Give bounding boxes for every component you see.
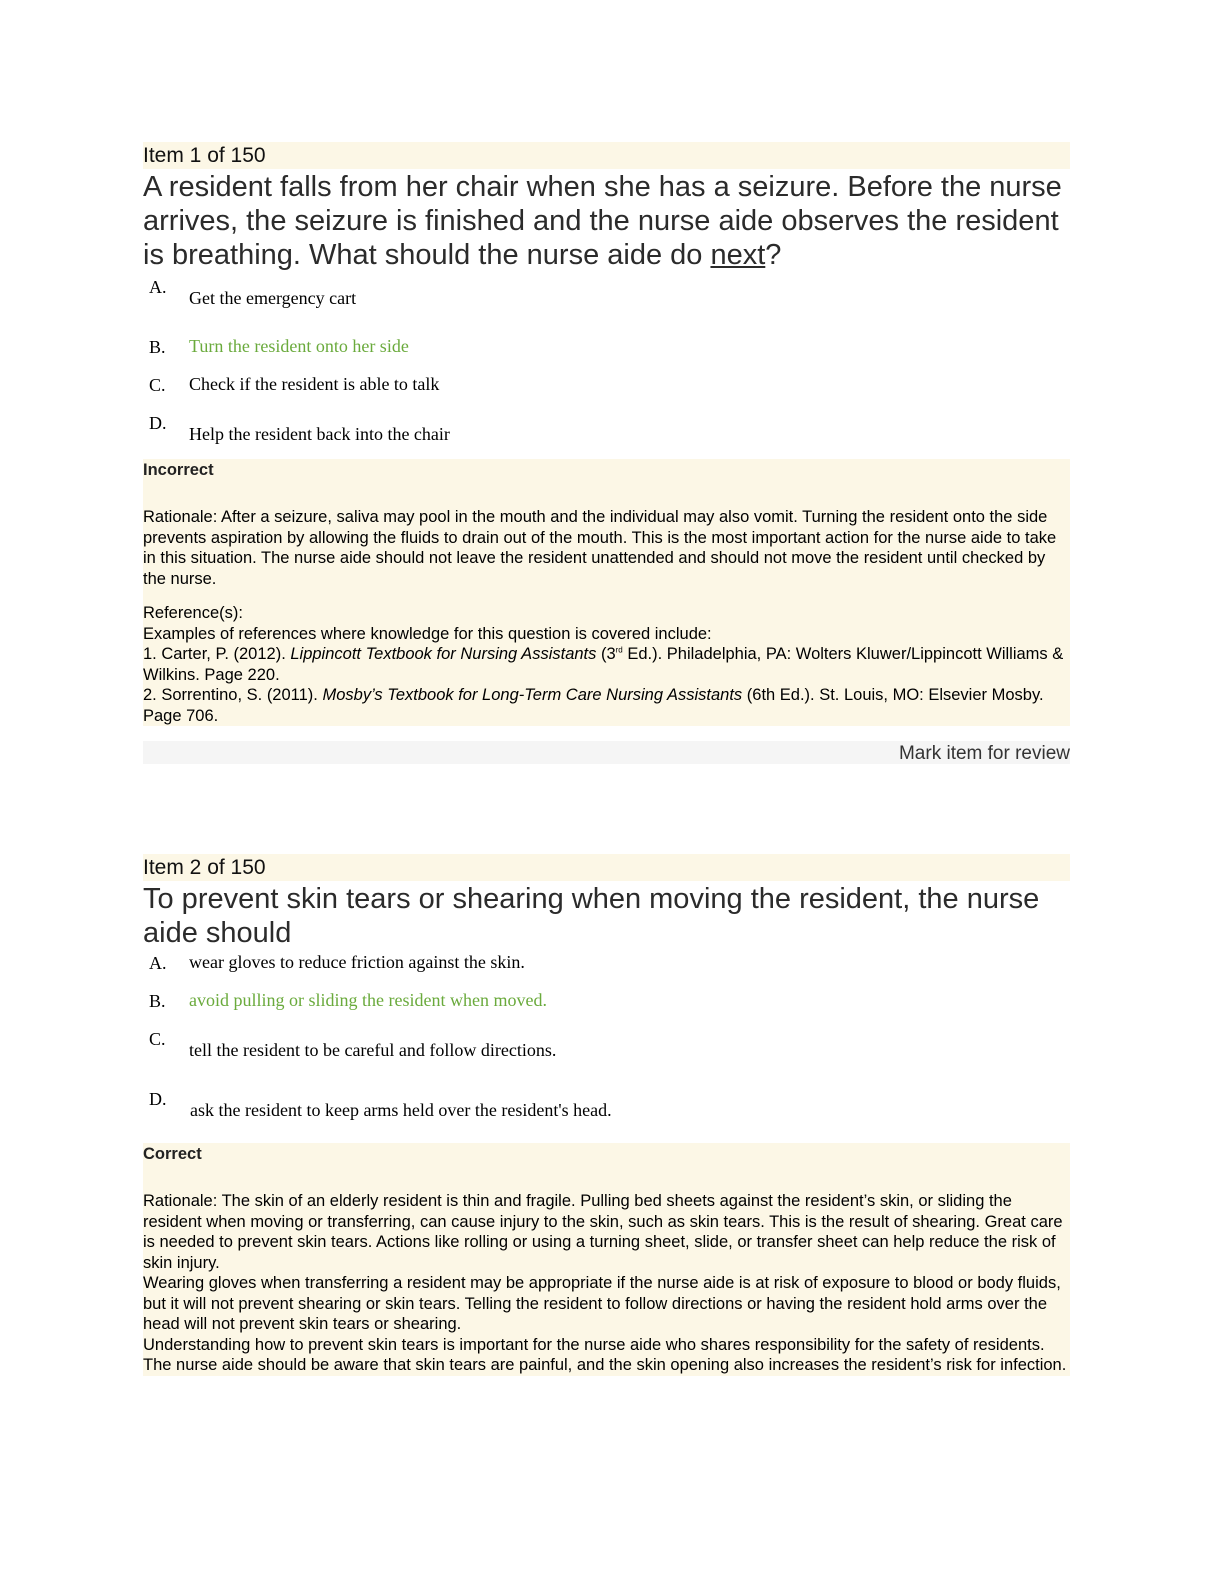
reference-1-title: Lippincott Textbook for Nursing Assistants [290, 645, 597, 663]
rationale-text-3: Understanding how to prevent skin tears is important for the nurse aide who shares responsibility for the safety of residents. The nurse aide should be aware that skin tears are painful, and the skin opening also increases the resident’s risk for infection. [143, 1335, 1067, 1374]
option-b[interactable] [143, 990, 1070, 1028]
option-text: avoid pulling or sliding the resident when moved. [189, 990, 547, 1010]
reference-1-publisher: Ed.). Philadelphia, PA: Wolters Kluwer/Lippincott Williams & Wilkins. Page 220. [143, 645, 1064, 684]
feedback-panel [143, 459, 1070, 726]
option-text: wear gloves to reduce friction against the skin. [189, 952, 525, 972]
option-a[interactable] [143, 952, 1070, 990]
rationale-text-2: Wearing gloves when transferring a resident may be appropriate if the nurse aide is at risk of exposure to blood or body fluids, but it will not prevent shearing or skin tears. Telling the resident to follow directions or having the resident hold arms over the head will not prevent skin tears or shearing. [143, 1274, 1061, 1333]
answer-status: Incorrect [143, 461, 214, 479]
reference-2-title: Mosby’s Textbook for Long-Term Care Nursing Assistants [322, 686, 743, 704]
mark-for-review-link[interactable]: Mark item for review [898, 743, 1070, 764]
option-letter: B. [149, 991, 166, 1011]
option-b[interactable] [143, 324, 1070, 374]
question-emphasis: next [710, 239, 766, 271]
question-text: To prevent skin tears or shearing when moving the resident, the nurse aide should [143, 883, 1040, 949]
reference-2-publisher: (6th Ed.). St. Louis, MO: Elsevier Mosby. Page 706. [143, 686, 1044, 725]
answer-options [143, 952, 1070, 1143]
option-letter: B. [149, 337, 166, 357]
feedback-panel [143, 1143, 1070, 1376]
question-text-end: ? [765, 239, 782, 271]
reference-1-author: 1. Carter, P. (2012). [143, 645, 291, 663]
option-d[interactable] [143, 1088, 1070, 1143]
option-letter: D. [149, 413, 167, 433]
mark-for-review-bar [143, 741, 1070, 764]
option-letter: A. [149, 953, 167, 973]
option-text: tell the resident to be careful and follow directions. [189, 1040, 557, 1060]
references-label: Reference(s): [143, 604, 243, 622]
rationale-text: Rationale: The skin of an elderly resident is thin and fragile. Pulling bed sheets against the resident’s skin, or sliding the resident when moving or transferring, can cause injury to the skin, such as skin tears. This is the result of shearing. Great care is needed to prevent skin tears. Actions like rolling or using a turning sheet, slide, or transfer sheet can help reduce the risk of skin injury. [143, 1192, 1063, 1272]
item-header: Item 2 of 150 [143, 854, 1070, 881]
reference-2 [143, 685, 1070, 726]
question-item-2 [143, 854, 1070, 1376]
reference-1-edition-sup: rd [615, 645, 623, 655]
option-text: Check if the resident is able to talk [189, 374, 440, 394]
item-header: Item 1 of 150 [143, 142, 1070, 169]
option-a[interactable] [143, 276, 1070, 324]
option-text: Turn the resident onto her side [189, 336, 409, 356]
option-text: Help the resident back into the chair [189, 424, 450, 444]
option-letter: C. [149, 375, 166, 395]
reference-2-author: 2. Sorrentino, S. (2011). [143, 686, 323, 704]
option-text: ask the resident to keep arms held over the resident's head. [190, 1100, 612, 1120]
reference-1 [143, 644, 1070, 685]
option-text: Get the emergency cart [189, 288, 357, 308]
option-letter: C. [149, 1029, 166, 1049]
question-item-1 [143, 142, 1070, 764]
option-c[interactable] [143, 374, 1070, 412]
rationale-text: Rationale: After a seizure, saliva may pool in the mouth and the individual may also vomit. Turning the resident onto the side prevents aspiration by allowing the fluids to drain out of the mouth. This is the most important action for the nurse aide to take in this situation. The nurse aide should not leave the resident unattended and should not move the resident until checked by the nurse. [143, 508, 1057, 588]
question-text-part: A resident falls from her chair when she has a seizure. Before the nurse arrives, the seizure is finished and the nurse aide observes the resident is breathing. What should the nurse aide do [143, 171, 1062, 271]
answer-options [143, 276, 1070, 459]
references [143, 589, 1070, 726]
option-letter: D. [149, 1089, 167, 1109]
option-c[interactable] [143, 1028, 1070, 1088]
option-letter: A. [149, 277, 167, 297]
references-intro: Examples of references where knowledge for this question is covered include: [143, 624, 712, 643]
reference-1-edition: (3 [596, 645, 616, 663]
option-d[interactable] [143, 412, 1070, 459]
question-text [143, 170, 1070, 272]
answer-status: Correct [143, 1145, 202, 1163]
